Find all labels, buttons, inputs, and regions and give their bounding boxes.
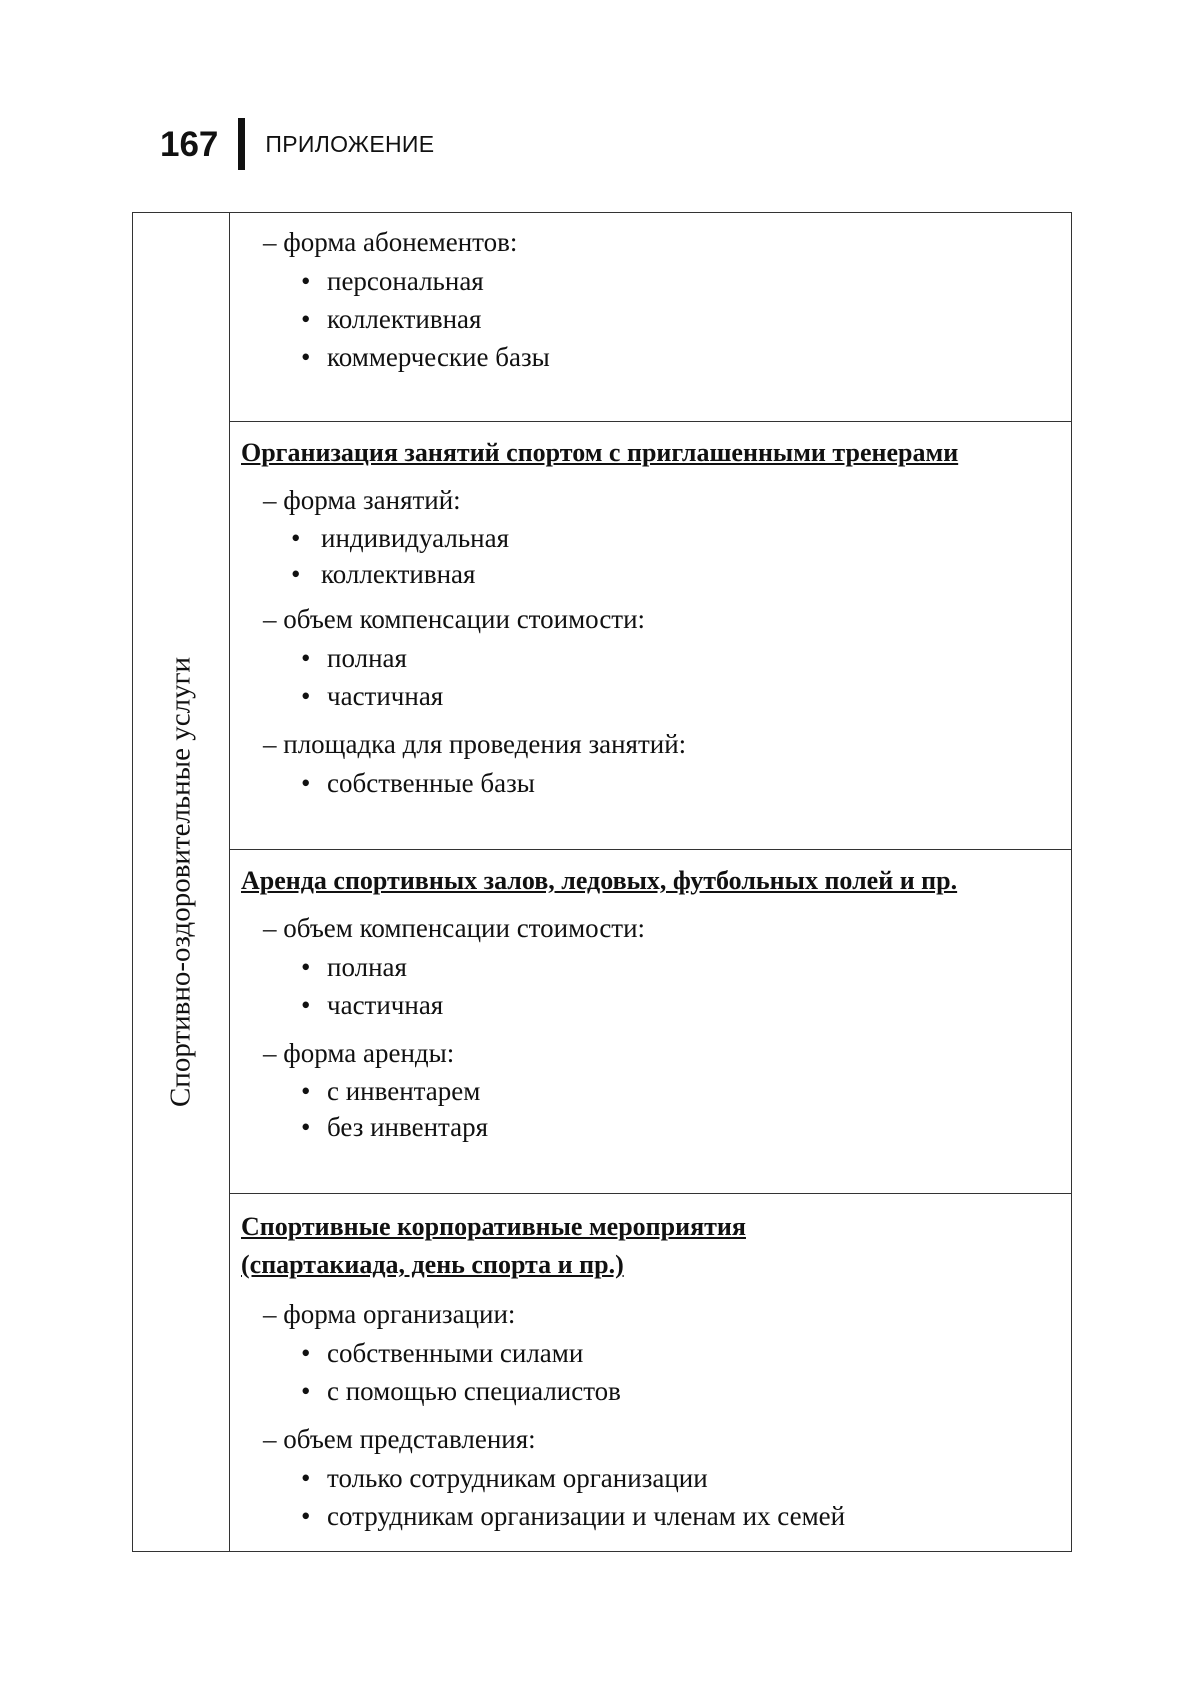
dash-item: – форма организации: <box>263 1299 516 1329</box>
bullet-item <box>241 1372 1071 1410</box>
page-number: 167 <box>160 124 219 164</box>
bullet-item <box>241 764 1071 802</box>
bullet-text: персональная <box>327 266 484 296</box>
side-label: Спортивно-оздоровительные услуги <box>164 656 197 1108</box>
bullet-text: полная <box>327 952 407 982</box>
dash-item: – объем компенсации стоимости: <box>263 913 646 943</box>
bullet-text: коллективная <box>321 559 476 589</box>
bullet-item <box>241 1459 1071 1497</box>
services-table <box>132 212 1072 1552</box>
bullet-text: с инвентарем <box>327 1076 481 1106</box>
bullet-text: собственными силами <box>327 1338 584 1368</box>
side-column <box>133 213 230 1551</box>
group-compensation <box>241 909 1071 1024</box>
bullet-item <box>241 262 1071 300</box>
bullet-dot: • <box>301 952 311 982</box>
page-header <box>160 118 434 170</box>
table-cell-corporate-events <box>230 1193 1071 1551</box>
bullet-text: индивидуальная <box>321 523 510 553</box>
bullet-item <box>241 520 1071 556</box>
bullet-item <box>241 677 1071 715</box>
bullet-text: коммерческие базы <box>327 342 550 372</box>
group-provision-scope <box>241 1420 1071 1535</box>
cell-title: Аренда спортивных залов, ледовых, футбольных полей и пр. <box>241 866 958 895</box>
bullet-item <box>241 556 1071 592</box>
bullet-dot: • <box>291 559 301 589</box>
table-cell-rental <box>230 849 1071 1193</box>
bullet-dot: • <box>301 1501 311 1531</box>
bullet-dot: • <box>301 1338 311 1368</box>
dash-item: – объем представления: <box>263 1424 536 1454</box>
bullet-dot: • <box>301 266 311 296</box>
cell-title-continuation: (спартакиада, день спорта и пр.) <box>241 1250 624 1279</box>
table-cell-subscriptions <box>230 213 1071 421</box>
dash-item: – форма абонементов: <box>263 227 518 257</box>
bullet-dot: • <box>301 1463 311 1493</box>
bullet-item <box>241 986 1071 1024</box>
bullet-dot: • <box>301 304 311 334</box>
bullet-text: с помощью специалистов <box>327 1376 621 1406</box>
header-divider <box>238 118 245 170</box>
cell-title: Спортивные корпоративные мероприятия <box>241 1212 746 1241</box>
bullet-item <box>241 1497 1071 1535</box>
bullet-text: без инвентаря <box>327 1112 489 1142</box>
bullet-dot: • <box>301 1112 311 1142</box>
bullet-text: собственные базы <box>327 768 535 798</box>
bullet-item <box>241 1109 1071 1145</box>
bullet-dot: • <box>301 1376 311 1406</box>
dash-item: – форма аренды: <box>263 1038 455 1068</box>
bullet-item <box>241 300 1071 338</box>
cell-title: Организация занятий спортом с приглашенными тренерами <box>241 438 959 467</box>
bullet-item <box>241 639 1071 677</box>
bullet-text: сотрудникам организации и членам их семей <box>327 1501 846 1531</box>
dash-item: – площадка для проведения занятий: <box>263 729 687 759</box>
group-organization-form <box>241 1295 1071 1410</box>
bullet-text: полная <box>327 643 407 673</box>
bullet-text: только сотрудникам организации <box>327 1463 708 1493</box>
section-title: ПРИЛОЖЕНИЕ <box>265 130 435 157</box>
bullet-item <box>241 1334 1071 1372</box>
bullet-text: коллективная <box>327 304 482 334</box>
bullet-item <box>241 1073 1071 1109</box>
group-subscription-form <box>241 223 1071 376</box>
table-cell-trainers <box>230 421 1071 849</box>
bullet-text: частичная <box>327 990 444 1020</box>
bullet-dot: • <box>291 523 301 553</box>
bullet-dot: • <box>301 1076 311 1106</box>
dash-item: – объем компенсации стоимости: <box>263 604 646 634</box>
bullet-text: частичная <box>327 681 444 711</box>
bullet-dot: • <box>301 643 311 673</box>
dash-item: – форма занятий: <box>263 485 461 515</box>
group-compensation <box>241 600 1071 715</box>
bullet-dot: • <box>301 768 311 798</box>
bullet-dot: • <box>301 990 311 1020</box>
group-rental-form <box>241 1034 1071 1145</box>
group-class-form <box>241 481 1071 592</box>
bullet-item <box>241 948 1071 986</box>
bullet-dot: • <box>301 342 311 372</box>
bullet-item <box>241 338 1071 376</box>
bullet-dot: • <box>301 681 311 711</box>
group-venue <box>241 725 1071 802</box>
